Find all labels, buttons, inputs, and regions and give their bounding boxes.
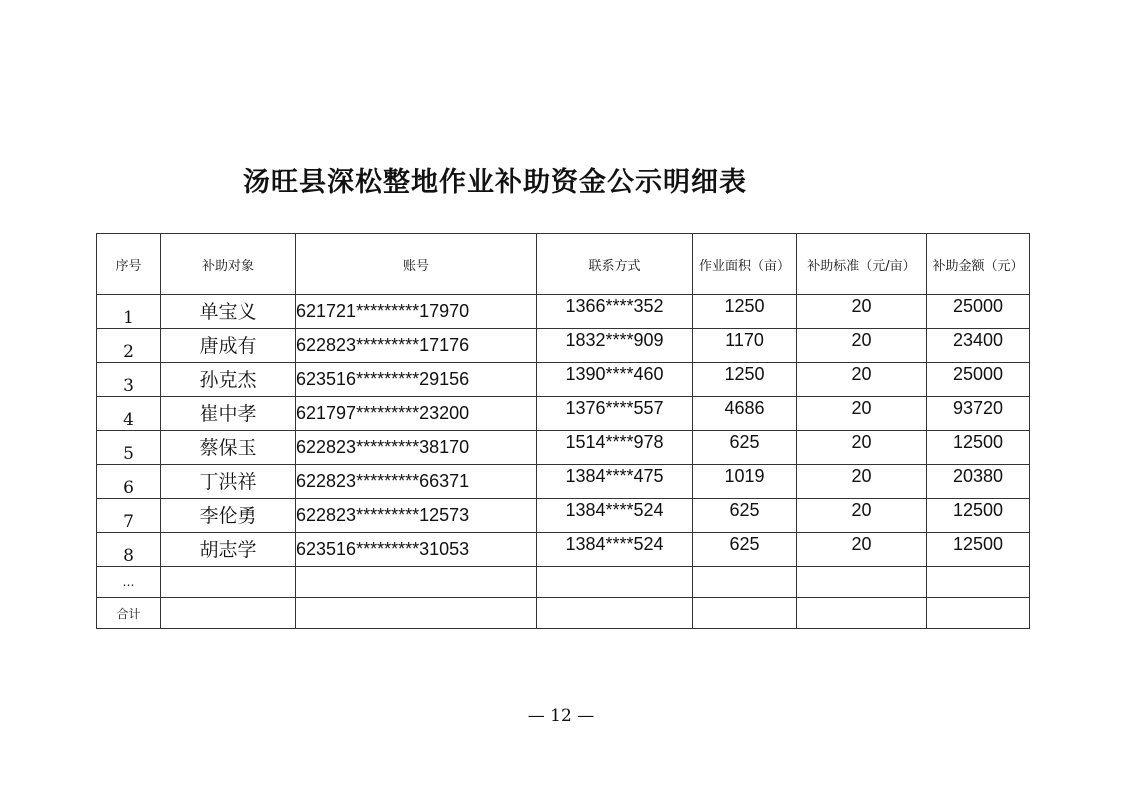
total-label: 合计 xyxy=(97,598,161,629)
header-account: 账号 xyxy=(296,234,537,295)
empty-cell xyxy=(797,567,927,598)
cell-account: 622823*********17176 xyxy=(296,329,537,363)
cell-amount: 25000 xyxy=(927,295,1030,329)
header-recipient: 补助对象 xyxy=(161,234,296,295)
table-row xyxy=(97,431,1030,465)
cell-standard: 20 xyxy=(797,533,927,567)
cell-area: 625 xyxy=(693,431,797,465)
empty-cell xyxy=(693,567,797,598)
header-index: 序号 xyxy=(97,234,161,295)
cell-account: 623516*********31053 xyxy=(296,533,537,567)
header-standard: 补助标准（元/亩） xyxy=(797,234,927,295)
page-title: 汤旺县深松整地作业补助资金公示明细表 xyxy=(243,167,747,198)
cell-amount: 93720 xyxy=(927,397,1030,431)
cell-amount: 20380 xyxy=(927,465,1030,499)
header-area: 作业面积（亩） xyxy=(693,234,797,295)
cell-standard: 20 xyxy=(797,363,927,397)
cell-name: 唐成有 xyxy=(161,329,296,363)
empty-cell xyxy=(161,567,296,598)
cell-amount: 12500 xyxy=(927,499,1030,533)
cell-index: 5 xyxy=(97,431,161,465)
subsidy-table xyxy=(96,233,1030,629)
cell-name: 李伦勇 xyxy=(161,499,296,533)
cell-amount: 12500 xyxy=(927,431,1030,465)
cell-name: 蔡保玉 xyxy=(161,431,296,465)
empty-cell xyxy=(161,598,296,629)
cell-standard: 20 xyxy=(797,431,927,465)
cell-area: 1250 xyxy=(693,295,797,329)
empty-cell xyxy=(296,598,537,629)
cell-index: 7 xyxy=(97,499,161,533)
cell-phone: 1514****978 xyxy=(537,431,693,465)
cell-area: 1170 xyxy=(693,329,797,363)
ellipsis-cell: … xyxy=(97,567,161,598)
cell-account: 622823*********12573 xyxy=(296,499,537,533)
table-row xyxy=(97,465,1030,499)
cell-name: 孙克杰 xyxy=(161,363,296,397)
cell-phone: 1390****460 xyxy=(537,363,693,397)
table-row xyxy=(97,499,1030,533)
cell-area: 625 xyxy=(693,533,797,567)
cell-account: 622823*********38170 xyxy=(296,431,537,465)
empty-cell xyxy=(537,567,693,598)
empty-cell xyxy=(537,598,693,629)
cell-standard: 20 xyxy=(797,397,927,431)
cell-index: 3 xyxy=(97,363,161,397)
page-number: — 12 — xyxy=(527,706,595,726)
cell-account: 621797*********23200 xyxy=(296,397,537,431)
empty-cell xyxy=(296,567,537,598)
cell-phone: 1832****909 xyxy=(537,329,693,363)
cell-standard: 20 xyxy=(797,329,927,363)
table-row xyxy=(97,533,1030,567)
total-row xyxy=(97,598,1030,629)
cell-name: 崔中孝 xyxy=(161,397,296,431)
table-row xyxy=(97,295,1030,329)
cell-phone: 1384****524 xyxy=(537,533,693,567)
table-row xyxy=(97,363,1030,397)
cell-standard: 20 xyxy=(797,295,927,329)
cell-phone: 1376****557 xyxy=(537,397,693,431)
table-header-row xyxy=(97,234,1030,295)
table-row xyxy=(97,329,1030,363)
cell-phone: 1384****524 xyxy=(537,499,693,533)
cell-amount: 12500 xyxy=(927,533,1030,567)
cell-index: 8 xyxy=(97,533,161,567)
cell-account: 623516*********29156 xyxy=(296,363,537,397)
header-contact: 联系方式 xyxy=(537,234,693,295)
cell-amount: 23400 xyxy=(927,329,1030,363)
table-row xyxy=(97,397,1030,431)
cell-index: 1 xyxy=(97,295,161,329)
cell-area: 1250 xyxy=(693,363,797,397)
cell-account: 622823*********66371 xyxy=(296,465,537,499)
cell-index: 4 xyxy=(97,397,161,431)
cell-phone: 1366****352 xyxy=(537,295,693,329)
empty-cell xyxy=(797,598,927,629)
cell-standard: 20 xyxy=(797,465,927,499)
cell-name: 胡志学 xyxy=(161,533,296,567)
empty-cell xyxy=(927,567,1030,598)
empty-cell xyxy=(927,598,1030,629)
header-amount: 补助金额（元） xyxy=(927,234,1030,295)
cell-index: 2 xyxy=(97,329,161,363)
cell-area: 4686 xyxy=(693,397,797,431)
cell-area: 625 xyxy=(693,499,797,533)
cell-amount: 25000 xyxy=(927,363,1030,397)
cell-account: 621721*********17970 xyxy=(296,295,537,329)
ellipsis-row xyxy=(97,567,1030,598)
empty-cell xyxy=(693,598,797,629)
cell-name: 单宝义 xyxy=(161,295,296,329)
cell-name: 丁洪祥 xyxy=(161,465,296,499)
cell-area: 1019 xyxy=(693,465,797,499)
cell-phone: 1384****475 xyxy=(537,465,693,499)
cell-index: 6 xyxy=(97,465,161,499)
cell-standard: 20 xyxy=(797,499,927,533)
